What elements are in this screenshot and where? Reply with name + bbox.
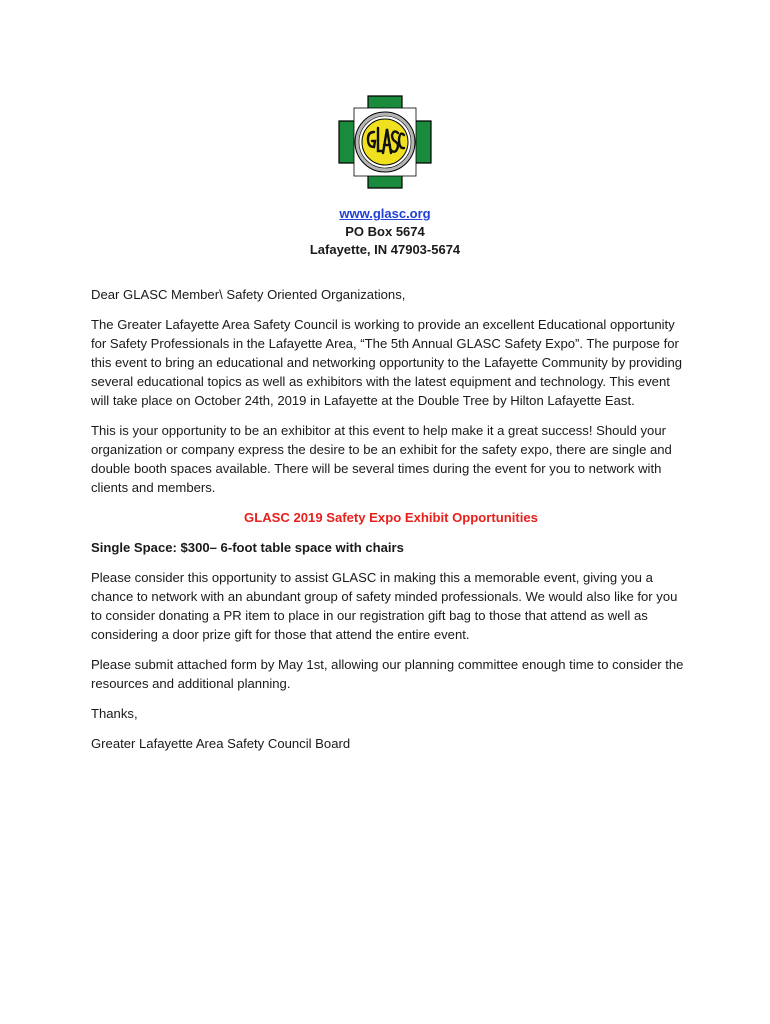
signature: Greater Lafayette Area Safety Council Board: [91, 736, 351, 751]
letter-body: [91, 285, 691, 764]
paragraph-consider: Please consider this opportunity to assist GLASC in making this a memorable event, giving you a chance to network with an abundant group of safety minded professionals. We would also like for you to consider donating a PR item to place in our registration gift bag to those that attend as well as considering a door prize gift for those that attend the entire event.: [91, 570, 678, 642]
po-box: PO Box 5674: [345, 224, 425, 239]
paragraph-submit: Please submit attached form by May 1st, allowing our planning committee enough time to consider the resources and additional planning.: [91, 657, 684, 691]
glasc-logo: [338, 95, 432, 189]
website-link[interactable]: www.glasc.org: [339, 206, 431, 221]
paragraph-opportunity: This is your opportunity to be an exhibitor at this event to help make it a great success! Should your organization or company express the desire to be an exhibit for the safety expo, there are single and double booth spaces available. There will be several times during the event for you to network with clients and members.: [91, 423, 672, 495]
salutation: Dear GLASC Member\ Safety Oriented Organizations,: [91, 287, 406, 302]
section-heading: GLASC 2019 Safety Expo Exhibit Opportunities: [244, 510, 538, 525]
city-address: Lafayette, IN 47903-5674: [309, 242, 461, 257]
paragraph-intro: The Greater Lafayette Area Safety Council is working to provide an excellent Educational opportunity for Safety Professionals in the Lafayette Area, “The 5th Annual GLASC Safety Expo”. The purpose for this event to bring an educational and networking opportunity to the Lafayette Community by providing several educational topics as well as exhibitors with the latest equipment and technology. This event will take place on October 24th, 2019 in Lafayette at the Double Tree by Hilton Lafayette East.: [91, 317, 683, 408]
contact-block: [0, 205, 770, 259]
single-space-offer: Single Space: $300– 6-foot table space with chairs: [91, 540, 404, 555]
closing: Thanks,: [91, 706, 138, 721]
